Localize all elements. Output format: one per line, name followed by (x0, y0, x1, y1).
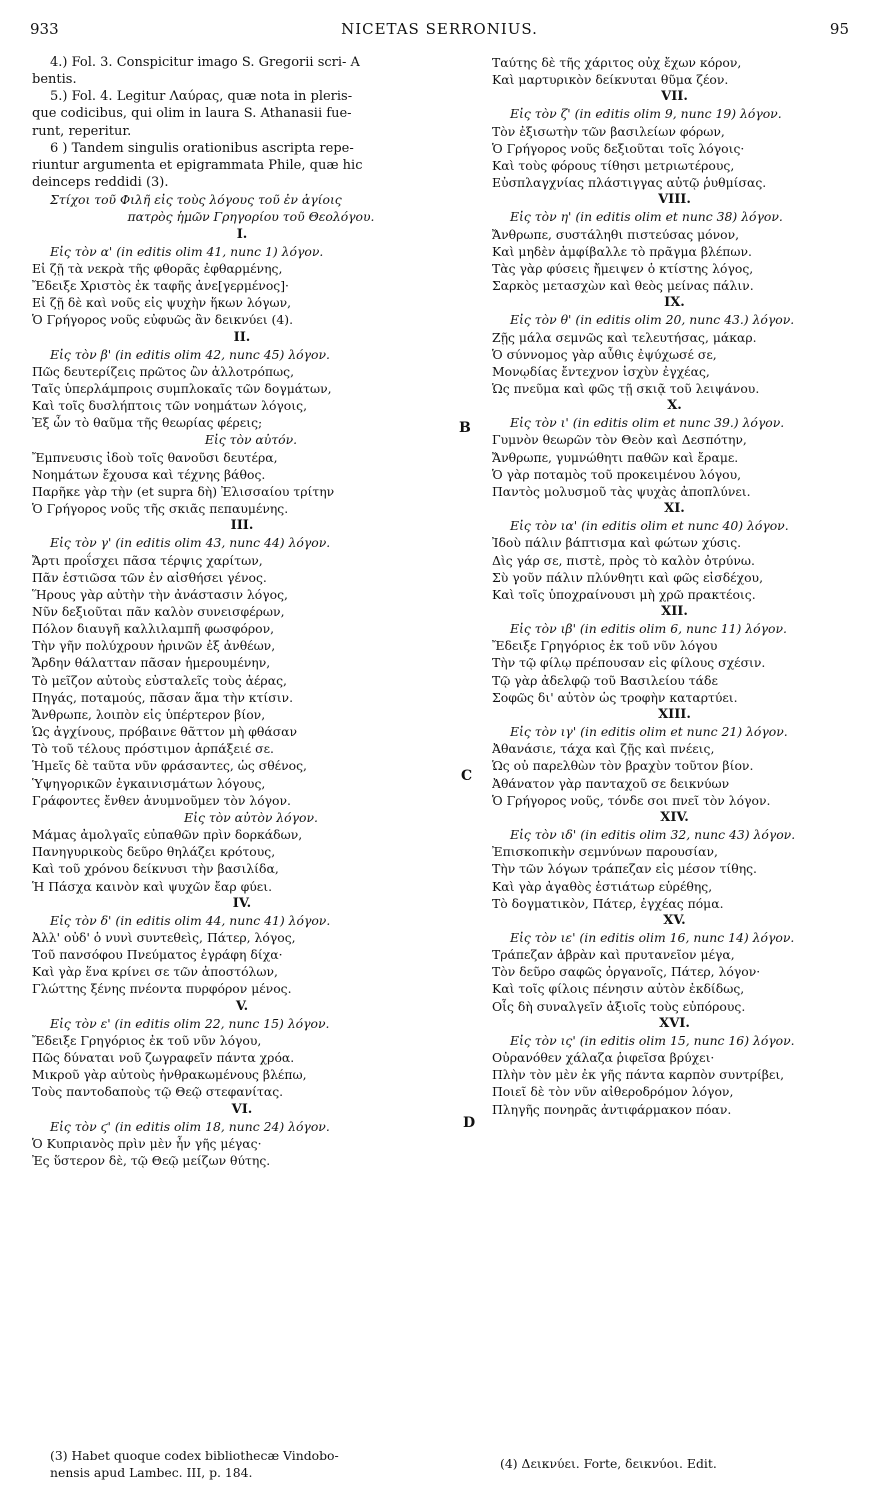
text-line: runt, reperitur. (32, 123, 132, 139)
section-heading: Εἰς τὸν η' (in editis olim et nunc 38) λόγον. (510, 209, 783, 225)
text-line: Σοφῶς δι' αὐτὸν ὡς τροφὴν καταρτύει. (492, 689, 738, 705)
text-line: Ἔδειξε Χριστὸς ἐκ ταφῆς ἀνε[γερμένος]· (32, 278, 289, 294)
running-title: NICETAS SERRONIUS. (341, 20, 538, 38)
text-line: Γυμνὸν θεωρῶν τὸν Θεὸν καὶ Δεσπότην, (492, 432, 747, 448)
section-heading: Εἰς τὸν ιβ' (in editis olim 6, nunc 11) λόγον. (510, 621, 787, 637)
section-heading: Εἰς τὸν αὐτὸν λόγον. (184, 809, 318, 825)
text-line: Τὸν ἐξισωτὴν τῶν βασιλείων φόρων, (492, 123, 725, 139)
text-line: Καὶ τοῖς φίλοις πένησιν αὐτὸν ἐκδίδως, (492, 981, 745, 997)
text-line: Ἔδειξε Γρηγόριος ἐκ τοῦ νῦν λόγου (492, 638, 718, 654)
text-line: Ὁ γὰρ ποταμὸς τοῦ προκειμένου λόγου, (492, 466, 742, 482)
text-line: Ἀθάνατον γὰρ πανταχοῦ σε δεικνύων (492, 775, 730, 791)
text-line: Πῶς δευτερίζεις πρῶτος ὢν ἀλλοτρόπως, (32, 363, 295, 379)
page-header (30, 20, 849, 44)
section-heading: Εἰς τὸν γ' (in editis olim 43, nunc 44) λόγον. (50, 535, 331, 551)
right-column (492, 54, 857, 1118)
section-number: XIII. (658, 706, 691, 722)
section-heading: Εἰς τὸν ια' (in editis olim et nunc 40) λόγον. (510, 518, 789, 534)
text-line: Μικροῦ γὰρ αὐτοὺς ἠνθρακωμένους βλέπω, (32, 1067, 307, 1083)
section-number: IV. (232, 895, 252, 911)
section-heading: Εἰς τὸν ι' (in editis olim et nunc 39.) λόγον. (510, 415, 785, 431)
text-line: 6 ) Tandem singulis orationibus ascripta repe- (50, 140, 354, 156)
text-line: Ἀλλ' οὐδ' ὁ νυνὶ συντεθεὶς, Πάτερ, λόγος, (32, 929, 296, 945)
text-line: Ἐξ ὧν τὸ θαῦμα τῆς θεωρίας φέρεις; (32, 415, 263, 431)
text-line: Σαρκὸς μετασχὼν καὶ θεὸς μείνας πάλιν. (492, 278, 754, 294)
section-number: XV. (663, 912, 686, 928)
text-line: Ζῇς μάλα σεμνῶς καὶ τελευτήσας, μάκαρ. (492, 329, 757, 345)
margin-letter-d: D (463, 1115, 476, 1131)
text-line: Τράπεζαν ἁβρὰν καὶ πρυτανεῖον μέγα, (492, 947, 735, 963)
section-number: XVI. (659, 1015, 690, 1031)
text-line: Ὁ Γρήγορος νοῦς εὐφυῶς ἂν δεικνύει (4). (32, 312, 294, 328)
text-line: Πανηγυρικοὺς δεῦρο θηλάζει κρότους, (32, 844, 276, 860)
text-line: Ὁ Γρήγορος νοῦς, τόνδε σοι πνεῖ τὸν λόγον. (492, 792, 771, 808)
section-number: X. (667, 398, 682, 414)
section-heading: Εἰς τὸν ιδ' (in editis olim 32, nunc 43) λόγον. (510, 827, 796, 843)
margin-letter-c: C (461, 768, 473, 784)
text-line: Καὶ γὰρ ἀγαθὸς ἑστιάτωρ εὑρέθης, (492, 878, 713, 894)
text-line: Ἥρους γὰρ αὐτὴν τὴν ἀνάστασιν λόγος, (32, 586, 288, 602)
text-line: Τὴν τῶν λόγων τράπεζαν εἰς μέσον τίθης. (492, 861, 757, 877)
text-line: Ποιεῖ δὲ τὸν νῦν αἰθεροδρόμον λόγον, (492, 1084, 734, 1100)
text-line: Τὸ μεῖζον αὐτοὺς εὐσταλεῖς τοὺς ἀέρας, (32, 672, 287, 688)
section-heading: Εἰς τὸν δ' (in editis olim 44, nunc 41) λόγον. (50, 912, 331, 928)
text-line: Πᾶν ἑστιῶσα τῶν ἐν αἰσθήσει γένος. (32, 569, 267, 585)
footnote-line: nensis apud Lambec. III, p. 184. (50, 1465, 253, 1481)
text-line: Πόλον διαυγῆ καλλιλαμπῆ φωσφόρον, (32, 621, 275, 637)
text-line: Τὸ δογματικὸν, Πάτερ, ἐγχέας πόμα. (492, 895, 724, 911)
text-line: Ὁ Γρήγορος νοῦς δεξιοῦται τοῖς λόγοις· (492, 140, 745, 156)
text-line: Μάμας ἀμολγαῖς εὐπαθῶν πρὶν δορκάδων, (32, 827, 303, 843)
footnote-line: (3) Habet quoque codex bibliothecæ Vindobo- (50, 1448, 339, 1463)
section-number: VIII. (658, 192, 691, 208)
text-line: Ταῖς ὑπερλάμπροις συμπλοκαῖς τῶν δογμάτων, (32, 380, 332, 396)
section-number: XII. (661, 604, 688, 619)
section-heading: Εἰς τὸν αὐτόν. (204, 432, 298, 448)
text-line: Ἄνθρωπε, λοιπὸν εἰς ὑπέρτερον βίον, (32, 706, 266, 722)
text-line: Ὡς πνεῦμα καὶ φῶς τῇ σκιᾷ τοῦ λειψάνου. (492, 380, 760, 396)
text-line: Ἡμεῖς δὲ ταῦτα νῦν φράσαντες, ὡς σθένος, (32, 758, 307, 774)
section-number: V. (235, 998, 249, 1014)
text-line: riuntur argumenta et epigrammata Phile, quæ hic (32, 157, 363, 173)
section-number: XI. (664, 501, 685, 517)
text-line: Καὶ μηδὲν ἀμφίβαλλε τὸ πρᾶγμα βλέπων. (492, 243, 752, 259)
section-number: IX. (664, 295, 685, 311)
section-number: I. (236, 226, 248, 242)
section-number: III. (230, 518, 254, 534)
text-line: Ἄρτι προΐσχει πᾶσα τέρψις χαρίτων, (32, 552, 263, 568)
text-line: Καὶ τοῖς δυσλήπτοις τῶν νοημάτων λόγοις, (32, 398, 308, 414)
text-line: Εἰ ζῇ τὰ νεκρὰ τῆς φθορᾶς ἐφθαρμένης, (32, 260, 283, 276)
section-heading: Στίχοι τοῦ Φιλῆ εἰς τοὺς λόγους τοῦ ἐν ἁγίοις (50, 192, 342, 208)
right-page-number: 95 (829, 20, 849, 38)
text-line: Ἔμπνευσις ἰδοὺ τοῖς θανοῦσι δευτέρα, (32, 449, 278, 465)
section-heading: Εἰς τὸν θ' (in editis olim 20, nunc 43.) λόγον. (510, 312, 795, 328)
text-line: Ἔδειξε Γρηγόριος ἐκ τοῦ νῦν λόγου, (32, 1032, 262, 1048)
section-heading: Εἰς τὸν ϛ' (in editis olim 18, nunc 24) λόγον. (50, 1118, 330, 1134)
text-line: Γλώττης ξένης πνέοντα πυρφόρον μένος. (32, 981, 292, 997)
text-line: Εὐσπλαγχνίας πλάστιγγας αὐτῷ ῥυθμίσας. (492, 175, 767, 191)
footnote-left (50, 1447, 460, 1481)
text-line: Οὐρανόθεν χάλαζα ῥιφεῖσα βρύχει· (492, 1050, 715, 1066)
text-line: Νοημάτων ἔχουσα καὶ τέχνης βάθος. (32, 466, 266, 482)
text-line: Τὴν τῷ φίλῳ πρέπουσαν εἰς φίλους σχέσιν. (492, 655, 766, 671)
section-heading: Εἰς τὸν α' (in editis olim 41, nunc 1) λόγον. (50, 243, 324, 259)
footnote-line: (4) Δεικνύει. Forte, δεικνύοι. Edit. (500, 1456, 717, 1471)
section-heading: Εἰς τὸν ιγ' (in editis olim et nunc 21) λόγον. (510, 724, 788, 740)
text-line: Καὶ τοῦ χρόνου δείκνυσι τὴν βασιλίδα, (32, 861, 279, 877)
text-line: Μονῳδίας ἔντεχνον ἰσχὺν ἐγχέας, (492, 363, 710, 379)
text-line: Καὶ γὰρ ἕνα κρίνει σε τῶν ἀποστόλων, (32, 964, 278, 980)
text-line: Γράφοντες ἔνθεν ἀνυμνοῦμεν τὸν λόγον. (32, 792, 291, 808)
text-line: Παρῆκε γὰρ τὴν (et supra δὴ) Ἐλισσαίου τρίτην (32, 483, 335, 499)
text-line: Οἷς δὴ συναλγεῖν ἀξιοῖς τοὺς εὐπόρους. (492, 998, 746, 1014)
margin-letter-b: B (459, 420, 471, 436)
text-line: Τὴν γῆν πολύχρουν ἠρινῶν ἐξ ἀνθέων, (32, 638, 276, 654)
text-line: Νῦν δεξιοῦται πᾶν καλὸν συνεισφέρων, (32, 604, 285, 619)
text-line: 4.) Fol. 3. Conspicitur imago S. Gregorii scri- A (50, 55, 360, 70)
section-heading: Εἰς τὸν ζ' (in editis olim 9, nunc 19) λόγον. (510, 106, 782, 122)
text-line: Ἰδοὺ πάλιν βάπτισμα καὶ φώτων χύσις. (492, 535, 742, 551)
text-line: Ἀθανάσιε, τάχα καὶ ζῇς καὶ πνέεις, (492, 741, 715, 757)
text-line: Ἡ Πάσχα καινὸν καὶ ψυχῶν ἔαρ φύει. (32, 878, 273, 894)
text-line: Ὁ σύννομος γὰρ αὖθις ἐψύχωσέ σε, (492, 346, 717, 362)
text-line: Σὺ γοῦν πάλιν πλύνθητι καὶ φῶς εἰσδέχου, (492, 569, 764, 585)
text-line: Ἄρδην θάλατταν πᾶσαν ἡμερουμένην, (32, 655, 271, 671)
text-line: Ταύτης δὲ τῆς χάριτος οὐχ ἔχων κόρον, (492, 55, 742, 70)
text-line: Πλὴν τὸν μὲν ἐκ γῆς πάντα καρπὸν συντρίβει, (492, 1067, 785, 1083)
text-line: Δὶς γάρ σε, πιστὲ, πρὸς τὸ καλὸν ὀτρύνω. (492, 552, 755, 568)
section-heading: Εἰς τὸν ις' (in editis olim 15, nunc 16) λόγον. (510, 1032, 795, 1048)
text-line: Πῶς δύναται νοῦ ζωγραφεῖν πάντα χρόα. (32, 1050, 295, 1066)
left-page-number: 933 (30, 20, 59, 38)
text-line: 5.) Fol. 4. Legitur Λαύρας, quæ nota in pleris- (50, 89, 353, 105)
text-line: Ὑψηγορικῶν ἐγκαινισμάτων λόγους, (32, 775, 266, 791)
footnote-right (500, 1455, 860, 1472)
text-line: Τὰς γὰρ φύσεις ἤμειψεν ὁ κτίστης λόγος, (492, 260, 754, 276)
text-line: Καὶ τοῖς ὑποχραίνουσι μὴ χρῶ πρακτέοις. (492, 586, 756, 602)
section-number: XIV. (660, 809, 689, 825)
section-heading: Εἰς τὸν ε' (in editis olim 22, nunc 15) λόγον. (50, 1015, 330, 1031)
text-line: Ἐς ὕστερον δὲ, τῷ Θεῷ μείζων θύτης. (32, 1153, 271, 1168)
text-line: Παντὸς μολυσμοῦ τὰς ψυχὰς ἀποπλύνει. (492, 483, 751, 499)
text-line: Καὶ τοὺς φόρους τίθησι μετριωτέρους, (492, 157, 735, 173)
section-number: VI. (231, 1101, 253, 1117)
text-line: Ὡς ἀγχίνους, πρόβαινε θᾶττον μὴ φθάσαν (32, 724, 298, 740)
text-line: Ἐπισκοπικὴν σεμνύνων παρουσίαν, (492, 844, 718, 860)
text-line: Ἄνθρωπε, γυμνώθητι παθῶν καὶ ἔραμε. (492, 449, 739, 465)
text-line: Τῷ γὰρ ἀδελφῷ τοῦ Βασιλείου τάδε (492, 672, 718, 688)
text-line: Τὸ τοῦ τέλους πρόστιμον ἁρπάξειέ σε. (32, 741, 274, 757)
text-line: Ὡς οὐ παρελθὼν τὸν βραχὺν τοῦτον βίον. (492, 758, 754, 774)
section-number: VII. (661, 89, 688, 105)
text-line: Ἄνθρωπε, συστάληθι πιστεύσας μόνον, (492, 226, 740, 242)
section-heading: Εἰς τὸν ιε' (in editis olim 16, nunc 14) λόγον. (510, 929, 795, 945)
text-line: Ὁ Γρήγορος νοῦς τῆς σκιᾶς πεπαυμένης. (32, 501, 289, 517)
text-line: Εἰ ζῇ δὲ καὶ νοῦς εἰς ψυχὴν ἥκων λόγων, (32, 295, 292, 311)
text-line: Πληγῆς πονηρᾶς ἀντιφάρμακον πόαν. (492, 1101, 732, 1117)
text-line: Τοῦ πανσόφου Πνεύματος ἐγράφη δίχα· (32, 947, 283, 963)
text-line: Πηγάς, ποταμούς, πᾶσαν ἅμα τὴν κτίσιν. (32, 689, 294, 705)
section-heading: πατρὸς ἡμῶν Γρηγορίου τοῦ Θεολόγου. (127, 209, 375, 225)
text-line: deinceps reddidi (3). (32, 175, 169, 191)
text-line: Τὸν δεῦρο σαφῶς ὀργανοῖς, Πάτερ, λόγον· (492, 964, 761, 980)
left-column (32, 54, 452, 1169)
text-line: Τοὺς παντοδαποὺς τῷ Θεῷ στεφανίτας. (32, 1084, 284, 1100)
text-line: que codicibus, qui olim in laura S. Athanasii fue- (32, 106, 352, 122)
text-line: bentis. (32, 72, 77, 88)
section-number: II. (233, 329, 251, 345)
text-line: Ὁ Κυπριανὸς πρὶν μὲν ἦν γῆς μέγας· (32, 1135, 262, 1151)
text-line: Καὶ μαρτυρικὸν δείκνυται θῦμα ζέον. (492, 72, 729, 88)
section-heading: Εἰς τὸν β' (in editis olim 42, nunc 45) λόγον. (50, 346, 330, 362)
